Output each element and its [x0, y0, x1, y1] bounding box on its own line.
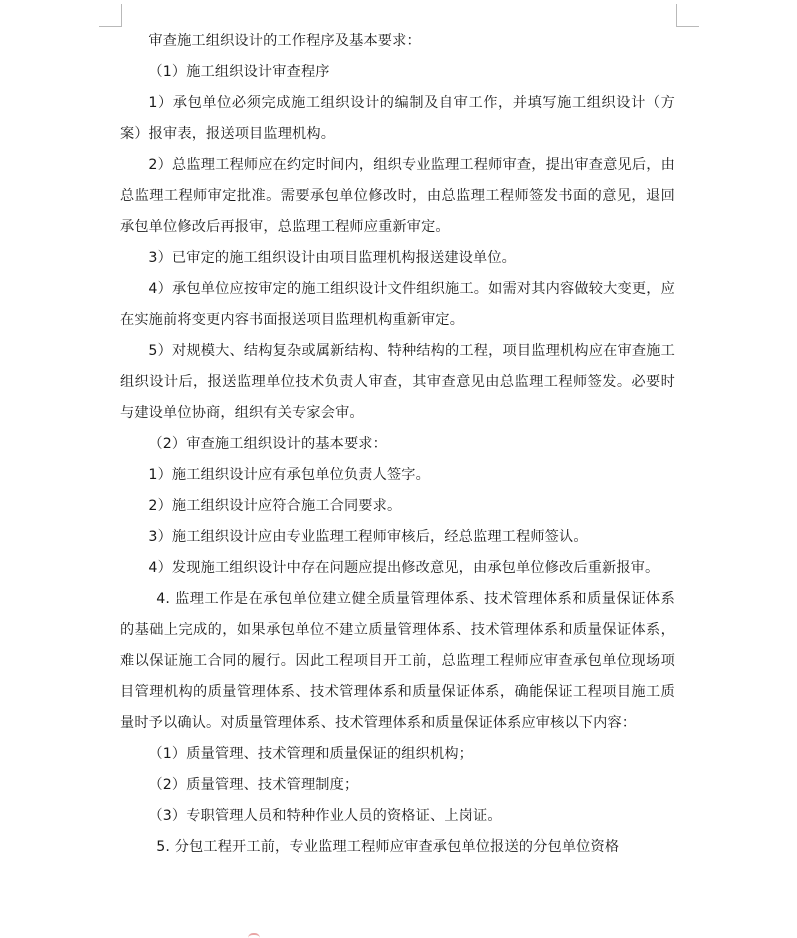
bottom-red-mark [248, 933, 260, 938]
paragraph-12: 4）发现施工组织设计中存在问题应提出修改意见，由承包单位修改后重新报审。 [148, 560, 660, 576]
paragraph-4: 2）总监理工程师应在约定时间内，组织专业监理工程师审查，提出审查意见后，由总监理工程师审定批准。需要承包单位修改时，由总监理工程师签发书面的意见，退回承包单位修改后再报审，总监理工程师应重新审定。 [120, 157, 675, 235]
paragraph-5: 3）已审定的施工组织设计由项目监理机构报送建设单位。 [148, 250, 517, 266]
document-body [120, 26, 675, 863]
paragraph-1: 审查施工组织设计的工作程序及基本要求： [148, 33, 421, 49]
paragraph-14: （1）质量管理、技术管理和质量保证的组织机构； [148, 746, 473, 762]
paragraph-11: 3）施工组织设计应由专业监理工程师审核后，经总监理工程师签认。 [148, 529, 588, 545]
page-corner-mark-right [676, 4, 699, 27]
paragraph-9: 1）施工组织设计应有承包单位负责人签字。 [148, 467, 430, 483]
paragraph-7: 5）对规模大、结构复杂或属新结构、特种结构的工程，项目监理机构应在审查施工组织设计后，报送监理单位技术负责人审查，其审查意见由总监理工程师签发。必要时与建设单位协商，组织有关专家会审。 [120, 343, 675, 421]
paragraph-13: 4. 监理工作是在承包单位建立健全质量管理体系、技术管理体系和质量保证体系的基础上完成的，如果承包单位不建立质量管理体系、技术管理体系和质量保证体系，难以保证施工合同的履行。因此工程项目开工前，总监理工程师应审查承包单位现场项目管理机构的质量管理体系、技术管理体系和质量保证体系，确能保证工程项目施工质量时予以确认。对质量管理体系、技术管理体系和质量保证体系应审核以下内容： [120, 591, 675, 731]
paragraph-8: （2）审查施工组织设计的基本要求： [148, 436, 387, 452]
paragraph-17: 5. 分包工程开工前，专业监理工程师应审查承包单位报送的分包单位资格 [156, 839, 620, 855]
paragraph-16: （3）专职管理人员和特种作业人员的资格证、上岗证。 [148, 808, 502, 824]
paragraph-6: 4）承包单位应按审定的施工组织设计文件组织施工。如需对其内容做较大变更，应在实施前将变更内容书面报送项目监理机构重新审定。 [120, 281, 675, 328]
page-corner-mark-left [99, 4, 122, 27]
paragraph-15: （2）质量管理、技术管理制度； [148, 777, 359, 793]
paragraph-3: 1）承包单位必须完成施工组织设计的编制及自审工作，并填写施工组织设计（方案）报审表，报送项目监理机构。 [120, 95, 675, 142]
paragraph-2: （1）施工组织设计审查程序 [148, 64, 330, 80]
paragraph-10: 2）施工组织设计应符合施工合同要求。 [148, 498, 402, 514]
